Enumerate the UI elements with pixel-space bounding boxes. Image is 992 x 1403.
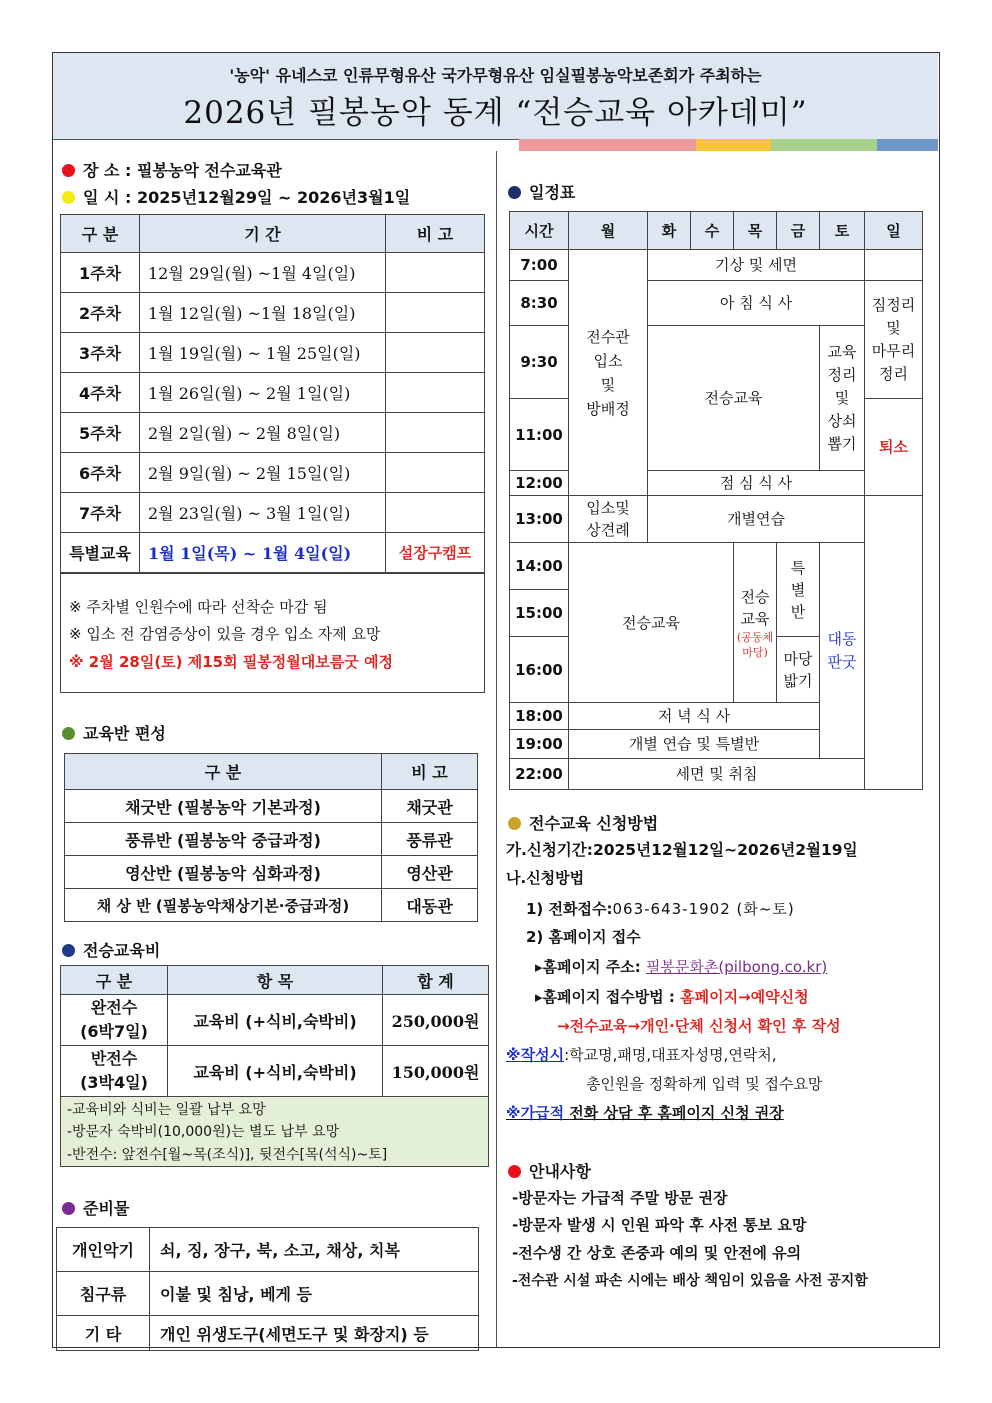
- week-period: 12월 29일(월) ~1월 4일(일): [140, 253, 386, 293]
- week-period: 2월 2일(월) ~ 2월 8일(일): [140, 413, 386, 453]
- homepage-link[interactable]: 필봉문화촌(pilbong.co.kr): [645, 958, 828, 976]
- block-line: (공동체: [736, 630, 774, 644]
- fee-section-title: [62, 938, 160, 961]
- week-name: 1주차: [61, 253, 140, 293]
- poster-title: 2026년 필봉농악 동계 “전승교육 아카데미”: [183, 95, 808, 131]
- prep-value: 쇠, 징, 장구, 북, 소고, 채상, 치복: [150, 1228, 479, 1272]
- apply-phone-line: [526, 898, 795, 919]
- empty-cell: [865, 496, 923, 790]
- week-name: 7주차: [61, 493, 140, 533]
- mon-greeting-block: [569, 496, 648, 543]
- schedule-header-sun: 일: [865, 212, 923, 250]
- table-row: [61, 333, 485, 373]
- green-bullet-icon: [62, 727, 75, 740]
- table-row: [61, 253, 485, 293]
- block-line: 상쇠: [827, 411, 857, 430]
- place-value: 필봉농악 전수교육관: [137, 161, 282, 180]
- fee-note-2: -방문자 숙박비(10,000원)는 별도 납부 요망: [67, 1124, 340, 1140]
- navy-bullet-icon: [508, 186, 521, 199]
- time-cell: 11:00: [510, 399, 569, 471]
- prep-name: 기 타: [57, 1316, 150, 1351]
- table-row: [61, 1046, 489, 1097]
- block-line: 및: [834, 388, 850, 407]
- period-note-2: ※ 입소 전 감염증상이 있을 경우 입소 자제 요망: [69, 625, 381, 643]
- week-note: [386, 293, 485, 333]
- special-period: 1월 1일(목) ~ 1월 4일(일): [140, 533, 386, 573]
- time-cell: 22:00: [510, 759, 569, 790]
- schedule-header-time: 시간: [510, 212, 569, 250]
- table-row: [61, 995, 489, 1046]
- fee-note-1: -교육비와 식비는 일괄 납부 요망: [67, 1102, 266, 1118]
- fee-notes: [60, 1096, 489, 1167]
- block-line: 마당: [783, 649, 813, 668]
- notice-section-title: [508, 1159, 591, 1182]
- leave-block: 퇴소: [865, 399, 923, 496]
- block-line: 밟기: [783, 671, 813, 690]
- block-line: 정리: [827, 365, 857, 384]
- block-line: 방배정: [586, 399, 630, 418]
- fee-item: 교육비 (+식비,숙박비): [168, 995, 383, 1046]
- table-row: [61, 413, 485, 453]
- phone-number: 063-643-1902 (화~토): [612, 900, 795, 918]
- thu-edu-block: [734, 543, 777, 703]
- week-note: [386, 253, 485, 293]
- notice-title-text: 안내사항: [529, 1162, 591, 1181]
- evening-block: 개별 연습 및 특별반: [569, 730, 820, 759]
- block-line: 짐정리: [871, 295, 916, 314]
- block-line: 마무리: [871, 341, 916, 360]
- block-line: 입소및: [586, 499, 630, 517]
- week-period: 1월 26일(월) ~ 2월 1일(일): [140, 373, 386, 413]
- schedule-title-text: 일정표: [529, 183, 576, 202]
- fee-note-3: -반전수: 앞전수[월~목(조식)], 뒷전수[목(석식)~토]: [67, 1147, 388, 1163]
- time-cell: 8:30: [510, 281, 569, 326]
- write-label: ※작성시: [506, 1046, 565, 1064]
- apply-title-text: 전수교육 신청방법: [529, 814, 659, 833]
- phone-label: 1) 전화접수:: [526, 900, 613, 918]
- apply-recommend-line: [506, 1102, 784, 1123]
- table-row: [61, 493, 485, 533]
- block-line: 교육: [740, 609, 770, 628]
- week-name: 5주차: [61, 413, 140, 453]
- class-name: 풍류반 (필봉농악 중급과정): [65, 823, 382, 856]
- block-line: 전승: [740, 587, 770, 606]
- week-note: [386, 493, 485, 533]
- fee-type-name: 완전수: [90, 998, 138, 1017]
- time-cell: 12:00: [510, 471, 569, 496]
- notice-item-4: -전수관 시설 파손 시에는 배상 책임이 있음을 사전 공지함: [512, 1273, 868, 1289]
- class-header-type: 구 분: [65, 754, 382, 790]
- apply-how-step-2: →전수교육→개인·단체 신청서 확인 후 작성: [557, 1017, 841, 1035]
- period-table: [60, 214, 485, 573]
- block-line: 대동: [827, 629, 857, 648]
- prep-name: 침구류: [57, 1272, 150, 1316]
- apply-write-line: [506, 1044, 777, 1065]
- block-line: 및: [886, 318, 901, 337]
- prep-title-text: 준비물: [83, 1199, 130, 1218]
- table-row: [61, 373, 485, 413]
- fee-header-item: 항 목: [168, 966, 383, 995]
- week-period: 1월 19일(월) ~ 1월 25일(일): [140, 333, 386, 373]
- morning-edu-block: 전승교육: [648, 326, 820, 471]
- block-line: 정리: [879, 364, 908, 383]
- prep-section-title: [62, 1196, 129, 1219]
- column-divider: [496, 151, 497, 1347]
- week-name: 3주차: [61, 333, 140, 373]
- class-hall: 풍류관: [382, 823, 478, 856]
- how-step-1: 홈페이지→예약신청: [680, 988, 809, 1006]
- fee-type-days: (3박4일): [80, 1073, 148, 1092]
- fee-type: [61, 995, 168, 1046]
- place-label: 장 소 :: [83, 161, 132, 180]
- how-label: ▸홈페이지 접수방법 :: [535, 988, 675, 1006]
- color-bar-blue: [877, 139, 938, 151]
- week-note: [386, 333, 485, 373]
- apply-write-text-2: 총인원을 정확하게 입력 및 접수요망: [586, 1075, 823, 1093]
- red-bullet-icon: [62, 164, 75, 177]
- class-hall: 채굿관: [382, 790, 478, 823]
- schedule-header-sat: 토: [820, 212, 865, 250]
- url-label: ▸홈페이지 주소:: [535, 958, 641, 976]
- yellow-bullet-icon: [62, 191, 75, 204]
- class-title-text: 교육반 편성: [83, 724, 166, 743]
- time-cell: 13:00: [510, 496, 569, 543]
- time-cell: 9:30: [510, 326, 569, 399]
- mon-checkin-block: [569, 250, 648, 496]
- fee-total: 250,000원: [383, 995, 489, 1046]
- apply-method: 나.신청방법: [506, 869, 585, 887]
- fee-type: [61, 1046, 168, 1097]
- table-row: [57, 1228, 479, 1272]
- time-cell: 19:00: [510, 730, 569, 759]
- color-bar-pink: [519, 139, 696, 151]
- time-cell: 18:00: [510, 703, 569, 730]
- time-cell: 14:00: [510, 543, 569, 590]
- week-period: 2월 23일(월) ~ 3월 1일(일): [140, 493, 386, 533]
- class-hall: 영산관: [382, 856, 478, 889]
- fee-title-text: 전승교육비: [83, 941, 161, 960]
- fri-madang-block: [777, 637, 820, 703]
- week-note: [386, 453, 485, 493]
- time-cell: 15:00: [510, 590, 569, 637]
- prep-value: 이불 및 침낭, 베게 등: [150, 1272, 479, 1316]
- class-section-title: [62, 721, 166, 744]
- navy-bullet-icon: [62, 944, 75, 957]
- apply-web-label: 2) 홈페이지 접수: [526, 928, 641, 946]
- fee-type-name: 반전수: [90, 1049, 138, 1068]
- fee-header-type: 구 분: [61, 966, 168, 995]
- table-row: [61, 453, 485, 493]
- poster-subtitle: '농악' 유네스코 인류무형유산 국가무형유산 임실필봉농악보존회가 주최하는: [229, 66, 762, 85]
- schedule-header-fri: 금: [777, 212, 820, 250]
- class-header-note: 비 고: [382, 754, 478, 790]
- table-row: [65, 856, 478, 889]
- notice-item-1: -방문자는 가급적 주말 방문 권장: [512, 1189, 728, 1207]
- class-name: 채굿반 (필봉농악 기본과정): [65, 790, 382, 823]
- red-bullet-icon: [508, 1165, 521, 1178]
- period-note-1: ※ 주차별 인원수에 따라 선착순 마감 됨: [69, 598, 328, 616]
- sat-pangut-block: [820, 543, 865, 759]
- block-line: 특: [790, 558, 806, 577]
- apply-period: 가.신청기간:2025년12월12일~2026년2월19일: [506, 841, 858, 859]
- schedule-table: [509, 211, 923, 790]
- prep-value: 개인 위생도구(세면도구 및 화장지) 등: [150, 1316, 479, 1351]
- recommend-mark: ※가급적: [506, 1104, 565, 1122]
- class-name: 영산반 (필봉농악 심화과정): [65, 856, 382, 889]
- sat-review-block: [820, 326, 865, 471]
- gold-bullet-icon: [508, 817, 521, 830]
- fee-header-total: 합 계: [383, 966, 489, 995]
- block-line: 반: [790, 602, 806, 621]
- notice-item-2: -방문자 발생 시 인원 파악 후 사전 통보 요망: [512, 1216, 807, 1234]
- block-line: 뽑기: [827, 434, 857, 453]
- fri-special-block: [777, 543, 820, 637]
- special-name: 특별교육: [61, 533, 140, 573]
- block-line: 전수관: [586, 327, 630, 346]
- block-line: 교육: [827, 342, 857, 361]
- date-label: 일 시 :: [83, 188, 132, 207]
- class-name: 채 상 반 (필봉농악채상기본·중급과정): [65, 889, 382, 922]
- table-row: [65, 823, 478, 856]
- block-line: 및: [600, 375, 616, 394]
- table-row: [65, 889, 478, 922]
- notice-item-3: -전수생 간 상호 존중과 예의 및 안전에 유의: [512, 1244, 802, 1262]
- period-header-period: 기 간: [140, 215, 386, 253]
- class-table: [64, 753, 478, 922]
- apply-section-title: [508, 811, 658, 834]
- table-row: [57, 1316, 479, 1351]
- recommend-text: 전화 상담 후 홈페이지 신청 권장: [569, 1104, 784, 1122]
- empty-cell: [865, 250, 923, 281]
- block-line: 입소: [593, 351, 623, 370]
- color-bar-yellow: [696, 139, 771, 151]
- purple-bullet-icon: [62, 1202, 75, 1215]
- night-block: 세면 및 취침: [569, 759, 865, 790]
- prep-table: [56, 1227, 479, 1351]
- fee-type-days: (6박7일): [80, 1022, 148, 1041]
- fee-table: [60, 965, 489, 1097]
- time-cell: 7:00: [510, 250, 569, 281]
- period-notes: [60, 573, 485, 693]
- class-hall: 대동관: [382, 889, 478, 922]
- fee-item: 교육비 (+식비,숙박비): [168, 1046, 383, 1097]
- schedule-header-tue: 화: [648, 212, 691, 250]
- week-name: 2주차: [61, 293, 140, 333]
- lunch-block: 점 심 식 사: [648, 471, 865, 496]
- week-name: 4주차: [61, 373, 140, 413]
- schedule-header-thu: 목: [734, 212, 777, 250]
- prep-name: 개인악기: [57, 1228, 150, 1272]
- sun-cleanup-block: [865, 281, 923, 399]
- afternoon-edu-block: 전승교육: [569, 543, 734, 703]
- schedule-header-wed: 수: [691, 212, 734, 250]
- date-value: 2025년12월29일 ~ 2026년3월1일: [137, 188, 411, 207]
- week-note: [386, 413, 485, 453]
- table-row: [57, 1272, 479, 1316]
- write-text-1: :학교명,패명,대표자성명,연락처,: [564, 1046, 777, 1064]
- week-period: 1월 12일(월) ~1월 18일(일): [140, 293, 386, 333]
- poster-header: [53, 53, 938, 140]
- block-line: 판굿: [827, 652, 857, 671]
- period-note-3: ※ 2월 28일(토) 제15회 필봉정월대보름굿 예정: [69, 653, 393, 671]
- schedule-section-title: [508, 180, 575, 203]
- week-period: 2월 9일(월) ~ 2월 15일(일): [140, 453, 386, 493]
- week-name: 6주차: [61, 453, 140, 493]
- place-line: [62, 158, 282, 181]
- practice-block: 개별연습: [648, 496, 865, 543]
- block-line: 별: [790, 580, 806, 599]
- period-header-note: 비 고: [386, 215, 485, 253]
- schedule-header-mon: 월: [569, 212, 648, 250]
- block-line: 마당): [742, 645, 768, 659]
- wash-block: 기상 및 세면: [648, 250, 865, 281]
- table-row: [61, 293, 485, 333]
- apply-how-line: [535, 986, 809, 1007]
- table-row: [65, 790, 478, 823]
- period-header-type: 구 분: [61, 215, 140, 253]
- fee-total: 150,000원: [383, 1046, 489, 1097]
- color-bar-green: [771, 139, 877, 151]
- breakfast-block: 아 침 식 사: [648, 281, 865, 326]
- special-note: 설장구캠프: [386, 533, 485, 573]
- dinner-block: 저 녁 식 사: [569, 703, 820, 730]
- time-cell: 16:00: [510, 637, 569, 703]
- apply-url-line: [535, 956, 827, 977]
- special-row: [61, 533, 485, 573]
- date-line: [62, 185, 410, 208]
- block-line: 상견례: [586, 521, 630, 539]
- week-note: [386, 373, 485, 413]
